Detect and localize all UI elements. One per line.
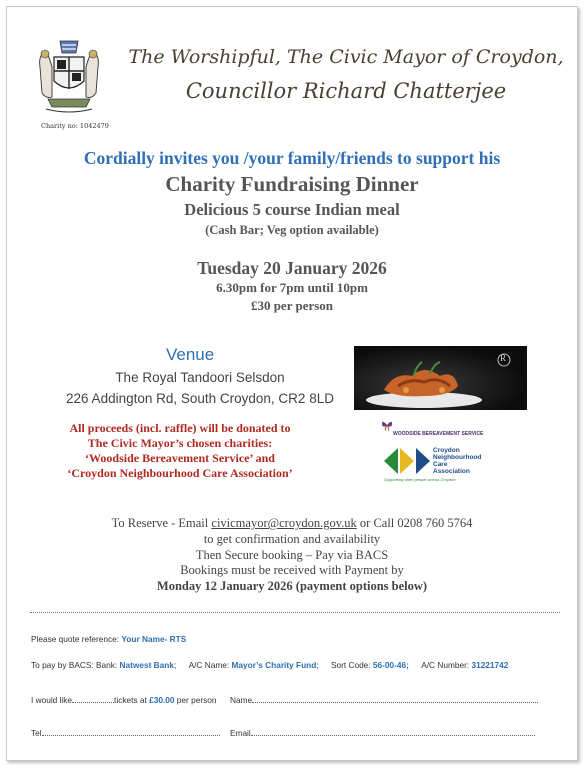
- email-label: Email: [230, 728, 251, 738]
- tickets-at-label: tickets at: [114, 695, 150, 705]
- proceeds-line-4: ‘Croydon Neighbourhood Care Association’: [67, 466, 293, 480]
- reservation-info: [0, 516, 584, 595]
- reserve-line-3: Then Secure booking – Pay via BACS: [195, 547, 389, 562]
- name-field[interactable]: [252, 695, 538, 703]
- booking-deadline: Monday 12 January 2026 (payment options below): [156, 579, 428, 594]
- reference-line: [31, 634, 186, 644]
- cnca-logo-icon: [384, 446, 430, 476]
- reserve-line-1: [0, 516, 584, 532]
- event-time: 6.30pm for 7pm until 10pm: [216, 280, 368, 295]
- proceeds-line-1: All proceeds (incl. raffle) will be donated to: [69, 421, 291, 435]
- bank-name: Natwest Bank: [119, 660, 174, 670]
- tel-field[interactable]: [42, 728, 220, 736]
- food-photo: [354, 346, 527, 410]
- email-link[interactable]: civicmayor@croydon.gov.uk: [211, 516, 357, 530]
- tickets-quantity-field[interactable]: [72, 695, 114, 703]
- butterfly-icon: [381, 419, 393, 431]
- cnca-line-1: Croydon: [433, 447, 460, 454]
- cnca-line-2: Neighbourhood: [433, 454, 482, 461]
- cnca-line-4: Association: [433, 468, 470, 475]
- cash-bar-note: (Cash Bar; Veg option available): [205, 223, 379, 237]
- tel-line: [31, 728, 220, 738]
- croydon-crest-logo: [36, 37, 102, 115]
- venue-address: 226 Addington Rd, South Croydon, CR2 8LD: [66, 391, 334, 406]
- ac-number-label: A/C Number:: [421, 660, 472, 670]
- reserve-prefix: To Reserve - Email: [111, 516, 212, 530]
- venue-heading: Venue: [166, 345, 215, 364]
- restaurant-mark: R: [500, 353, 507, 363]
- reference-value: Your Name- RTS: [121, 634, 187, 644]
- councillor-name: Councillor Richard Chatterjee: [185, 79, 507, 103]
- invitation-line: Cordially invites you /your family/friends to support his: [83, 148, 501, 168]
- ac-name-label: A/C Name:: [188, 660, 232, 670]
- cnca-tagline: Supporting older people across Croydon: [384, 477, 456, 482]
- bacs-label: To pay by BACS: Bank:: [31, 660, 120, 670]
- proceeds-notice: [20, 421, 340, 481]
- bacs-line: To pay by BACS: Bank: Natwest Bank; A/C Name: Mayor’s Charity Fund; Sort Code: 56-00-46; A/C Number: 31221742: [31, 660, 509, 670]
- sort-code-label: Sort Code:: [330, 660, 373, 670]
- woodside-logo-text: WOODSIDE BEREAVEMENT SERVICE: [393, 431, 484, 437]
- email-line: [230, 728, 535, 738]
- cut-line: [30, 612, 560, 613]
- tel-label: Tel: [31, 728, 42, 738]
- mayor-title: The Worshipful, The Civic Mayor of Croydon,: [128, 46, 564, 68]
- tickets-line: [31, 695, 216, 705]
- cnca-line-3: Care: [433, 461, 448, 468]
- sort-code-value: 56-00-46;: [372, 660, 409, 670]
- name-label: Name: [230, 695, 253, 705]
- reference-label: Please quote reference:: [31, 634, 122, 644]
- meal-description: Delicious 5 course Indian meal: [184, 200, 400, 219]
- event-date: Tuesday 20 January 2026: [197, 258, 387, 278]
- cnca-logo-text: [433, 447, 481, 475]
- event-title: Charity Fundraising Dinner: [165, 172, 419, 196]
- per-person-label: per person: [174, 695, 217, 705]
- venue-name: The Royal Tandoori Selsdon: [115, 370, 285, 385]
- name-line: [230, 695, 538, 705]
- ac-name-value: Mayor’s Charity Fund: [231, 660, 317, 670]
- reserve-phone: or Call 0208 760 5764: [356, 516, 473, 530]
- reserve-line-4: Bookings must be received with Payment by: [180, 563, 404, 578]
- proceeds-line-2: The Civic Mayor’s chosen charities:: [87, 436, 273, 450]
- ac-number-value: 31221742: [471, 660, 509, 670]
- ticket-price: £30 per person: [250, 298, 334, 313]
- email-field[interactable]: [251, 728, 535, 736]
- would-like-label: I would like: [31, 695, 73, 705]
- reserve-line-2: to get confirmation and availability: [203, 531, 381, 546]
- proceeds-line-3: ‘Woodside Bereavement Service’ and: [85, 451, 275, 465]
- charity-number: Charity no: 1042479: [41, 122, 109, 130]
- ticket-price-value: £30.00: [149, 695, 175, 705]
